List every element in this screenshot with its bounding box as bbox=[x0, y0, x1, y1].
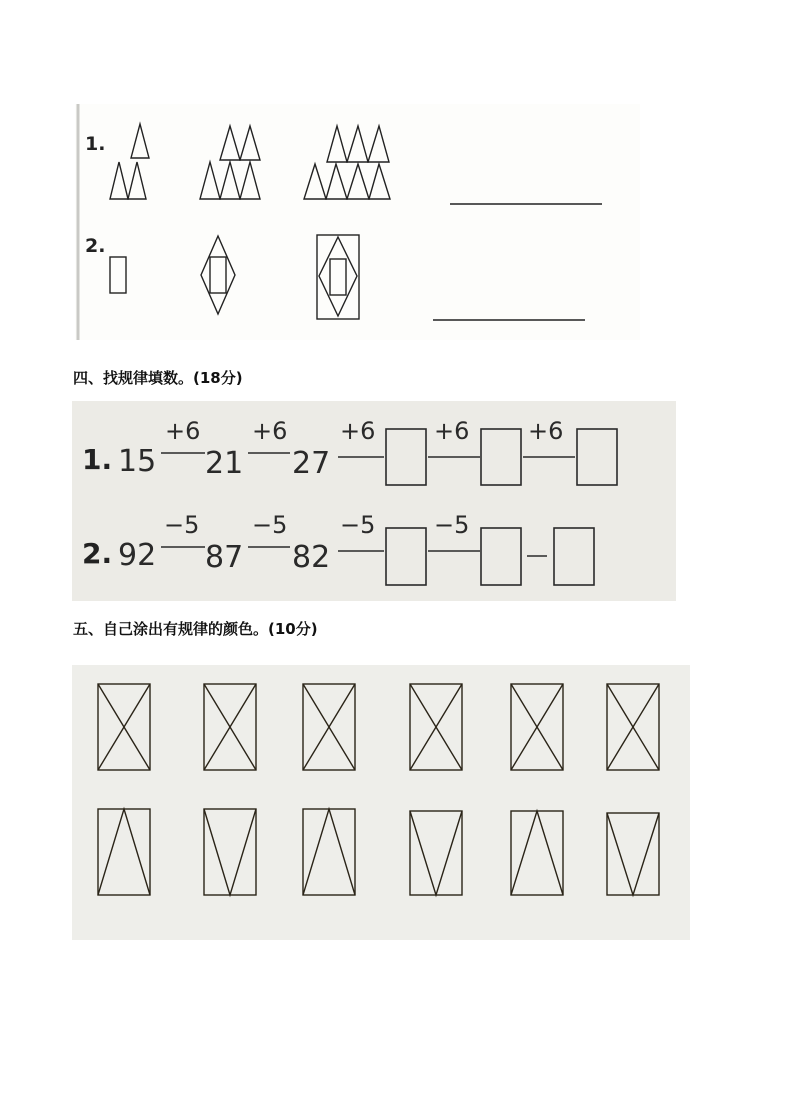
pattern-row2-label: 2. bbox=[85, 235, 106, 257]
x-box-shape[interactable] bbox=[607, 684, 659, 770]
row2-label: 2. bbox=[82, 537, 113, 570]
row1-number-3: 27 bbox=[292, 446, 331, 481]
triangle-shape bbox=[220, 126, 240, 160]
triangle-shape bbox=[200, 162, 220, 199]
triangle-shape bbox=[368, 126, 389, 162]
number-row-1 bbox=[82, 417, 617, 485]
answer-box[interactable] bbox=[481, 429, 521, 485]
row1-op-5: +6 bbox=[528, 417, 564, 445]
pattern-row1-label: 1. bbox=[85, 133, 106, 155]
rectangle-shape bbox=[210, 257, 226, 293]
triangle-shape bbox=[347, 164, 369, 199]
triangle-shape bbox=[240, 126, 260, 160]
triangle-box-row bbox=[98, 809, 659, 895]
down-triangle-box-shape[interactable] bbox=[204, 809, 256, 895]
down-triangle-box-shape[interactable] bbox=[410, 811, 462, 895]
row2-op-3: −5 bbox=[340, 511, 376, 539]
triangle-shape bbox=[369, 164, 390, 199]
x-box-row bbox=[98, 684, 659, 770]
diamond-shape bbox=[201, 236, 235, 314]
answer-box[interactable] bbox=[554, 528, 594, 585]
row1-number-1: 15 bbox=[118, 444, 157, 479]
up-triangle-box-shape[interactable] bbox=[303, 809, 355, 895]
row1-op-2: +6 bbox=[252, 417, 288, 445]
row1-label: 1. bbox=[82, 443, 113, 476]
row2-op-1: −5 bbox=[164, 511, 200, 539]
number-pattern-panel bbox=[72, 401, 676, 601]
row1-op-3: +6 bbox=[340, 417, 376, 445]
rectangle-shape bbox=[330, 259, 346, 295]
section4-heading: 四、找规律填数。(18分) bbox=[73, 369, 243, 387]
number-pattern-figure bbox=[72, 401, 676, 601]
rectangle-shape bbox=[110, 257, 126, 293]
row2-op-4: −5 bbox=[434, 511, 470, 539]
triangle-shape bbox=[240, 162, 260, 199]
triangle-shape bbox=[327, 126, 347, 162]
number-row-2 bbox=[82, 511, 594, 585]
triangle-shape bbox=[220, 162, 240, 199]
coloring-pattern-panel bbox=[72, 665, 690, 940]
shape-pattern-panel bbox=[75, 104, 640, 340]
answer-box[interactable] bbox=[386, 528, 426, 585]
triangle-shape bbox=[128, 162, 146, 199]
row2-number-2: 87 bbox=[205, 540, 244, 575]
triangle-shape bbox=[110, 162, 128, 199]
row2-number-3: 82 bbox=[292, 540, 331, 575]
shape-pattern-figure bbox=[75, 104, 640, 340]
down-triangle-box-shape[interactable] bbox=[607, 813, 659, 895]
triangle-shape bbox=[347, 126, 368, 162]
triangle-shape bbox=[326, 164, 347, 199]
up-triangle-box-shape[interactable] bbox=[98, 809, 150, 895]
row2-op-2: −5 bbox=[252, 511, 288, 539]
answer-box[interactable] bbox=[481, 528, 521, 585]
diamond-pattern-row bbox=[110, 235, 359, 319]
row2-number-1: 92 bbox=[118, 538, 157, 573]
x-box-shape[interactable] bbox=[410, 684, 462, 770]
diamond-shape bbox=[319, 237, 357, 316]
triangle-pattern-row bbox=[110, 124, 390, 199]
x-box-shape[interactable] bbox=[98, 684, 150, 770]
coloring-pattern-figure bbox=[72, 665, 690, 940]
row1-op-4: +6 bbox=[434, 417, 470, 445]
section5-heading: 五、自己涂出有规律的颜色。(10分) bbox=[73, 620, 318, 638]
triangle-shape bbox=[304, 164, 326, 199]
answer-box[interactable] bbox=[577, 429, 617, 485]
up-triangle-box-shape[interactable] bbox=[511, 811, 563, 895]
triangle-shape bbox=[131, 124, 149, 158]
x-box-shape[interactable] bbox=[204, 684, 256, 770]
row1-op-1: +6 bbox=[165, 417, 201, 445]
row1-number-2: 21 bbox=[205, 446, 244, 481]
x-box-shape[interactable] bbox=[511, 684, 563, 770]
rectangle-shape bbox=[317, 235, 359, 319]
answer-box[interactable] bbox=[386, 429, 426, 485]
x-box-shape[interactable] bbox=[303, 684, 355, 770]
